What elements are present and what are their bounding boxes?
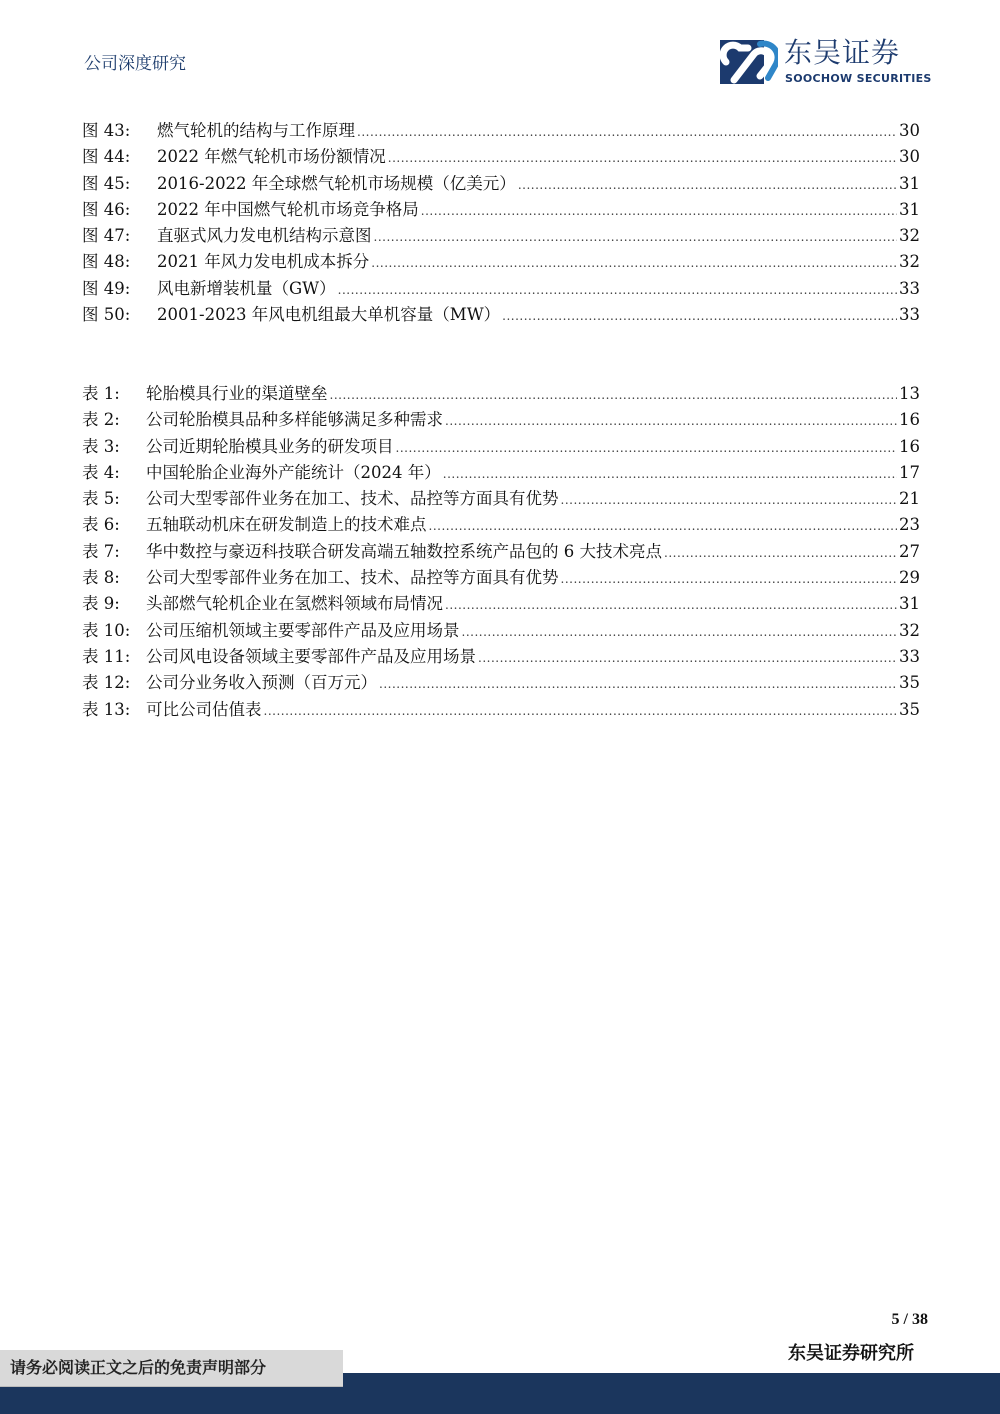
entry-title: 2021 年风力发电机成本拆分: [157, 252, 370, 272]
entry-label: 表 5:: [82, 489, 120, 509]
entry-page: 30: [899, 121, 920, 140]
entry-page: 13: [899, 384, 920, 403]
entry-title: 华中数控与豪迈科技联合研发高端五轴数控系统产品包的 6 大技术亮点: [146, 541, 662, 561]
toc-entry[interactable]: [82, 302, 920, 328]
leader-dots: [561, 566, 898, 591]
report-type: 公司深度研究: [84, 54, 186, 74]
entry-label: 表 2:: [82, 410, 120, 430]
leader-dots: [462, 619, 898, 644]
leader-dots: [664, 540, 897, 565]
logo-english-text: SOOCHOW SECURITIES: [785, 72, 932, 85]
entry-title: 2016-2022 年全球燃气轮机市场规模（亿美元）: [157, 173, 516, 193]
entry-title: 公司大型零部件业务在加工、技术、品控等方面具有优势: [146, 489, 559, 509]
entry-page: 32: [899, 226, 920, 246]
toc-entry[interactable]: [82, 697, 920, 723]
entry-page: 33: [899, 305, 920, 325]
disclaimer-text: 请务必阅读正文之后的免责声明部分: [10, 1358, 267, 1377]
leader-dots: [357, 119, 897, 144]
toc-entry[interactable]: [82, 539, 920, 565]
toc-entry[interactable]: [82, 460, 920, 486]
leader-dots: [445, 408, 897, 433]
disclaimer-box: [0, 1350, 343, 1387]
entry-title: 直驱式风力发电机结构示意图: [157, 226, 372, 246]
entry-label: 图 44:: [82, 147, 131, 167]
toc-entry[interactable]: [82, 565, 920, 591]
institute-name: 东吴证券研究所: [788, 1343, 914, 1364]
toc-entry[interactable]: [82, 618, 920, 644]
leader-dots: [338, 277, 897, 302]
entry-label: 图 50:: [82, 305, 131, 325]
entry-label: 图 47:: [82, 226, 131, 246]
entry-page: 35: [899, 673, 920, 693]
leader-dots: [330, 382, 898, 407]
leader-dots: [478, 645, 897, 670]
leader-dots: [374, 224, 898, 249]
leader-dots: [421, 198, 897, 223]
entry-label: 图 49:: [82, 278, 131, 298]
entry-label: 表 1:: [82, 384, 120, 403]
entry-label: 表 6:: [82, 515, 120, 535]
leader-dots: [379, 671, 897, 696]
entry-title: 头部燃气轮机企业在氢燃料领域布局情况: [146, 594, 443, 614]
entry-page: 27: [899, 541, 920, 561]
entry-label: 表 9:: [82, 594, 120, 614]
toc-entry[interactable]: [82, 512, 920, 538]
entry-page: 32: [899, 252, 920, 272]
page-number: 5 / 38: [891, 1311, 928, 1328]
entry-page: 31: [899, 594, 920, 614]
table-list: [82, 381, 920, 723]
toc-entry[interactable]: [82, 276, 920, 302]
entry-page: 32: [899, 620, 920, 640]
soochow-logo: [720, 38, 935, 88]
leader-dots: [396, 435, 898, 460]
toc-entry[interactable]: [82, 591, 920, 617]
toc-entry[interactable]: [82, 434, 920, 460]
entry-page: 33: [899, 646, 920, 666]
entry-label: 图 45:: [82, 173, 131, 193]
entry-page: 16: [899, 410, 920, 430]
toc-entry[interactable]: [82, 249, 920, 275]
toc-entry[interactable]: [82, 171, 920, 197]
entry-label: 表 3:: [82, 436, 120, 456]
figure-list: [82, 118, 920, 328]
entry-label: 表 8:: [82, 568, 120, 588]
entry-title: 公司分业务收入预测（百万元）: [146, 673, 377, 693]
entry-label: 图 43:: [82, 121, 131, 140]
leader-dots: [502, 303, 897, 328]
entry-label: 图 46:: [82, 199, 131, 219]
toc-entry[interactable]: [82, 223, 920, 249]
entry-label: 表 10:: [82, 620, 131, 640]
leader-dots: [518, 172, 897, 197]
toc-entry[interactable]: [82, 197, 920, 223]
entry-page: 23: [899, 515, 920, 535]
entry-title: 2001-2023 年风电机组最大单机容量（MW）: [157, 305, 501, 325]
toc-entry[interactable]: [82, 486, 920, 512]
entry-title: 轮胎模具行业的渠道壁垒: [146, 384, 328, 403]
leader-dots: [443, 461, 897, 486]
toc-entry[interactable]: [82, 407, 920, 433]
toc-entry[interactable]: [82, 144, 920, 170]
entry-title: 公司风电设备领域主要零部件产品及应用场景: [146, 646, 476, 666]
toc-entry[interactable]: [82, 644, 920, 670]
entry-page: 30: [899, 147, 920, 167]
entry-label: 表 7:: [82, 541, 120, 561]
toc-entry[interactable]: [82, 381, 920, 407]
entry-label: 图 48:: [82, 252, 131, 272]
entry-label: 表 11:: [82, 646, 131, 666]
entry-label: 表 12:: [82, 673, 131, 693]
entry-label: 表 13:: [82, 699, 131, 719]
leader-dots: [561, 487, 898, 512]
entry-title: 五轴联动机床在研发制造上的技术难点: [146, 515, 427, 535]
entry-page: 21: [899, 489, 920, 509]
leader-dots: [429, 513, 898, 538]
toc-entry[interactable]: [82, 118, 920, 144]
entry-label: 表 4:: [82, 462, 120, 482]
entry-title: 燃气轮机的结构与工作原理: [157, 121, 355, 140]
entry-page: 35: [899, 699, 920, 719]
entry-page: 31: [899, 173, 920, 193]
entry-title: 中国轮胎企业海外产能统计（2024 年）: [146, 462, 441, 482]
leader-dots: [388, 145, 897, 170]
entry-title: 公司轮胎模具品种多样能够满足多种需求: [146, 410, 443, 430]
entry-page: 33: [899, 278, 920, 298]
soochow-logo-icon: [720, 40, 778, 84]
entry-page: 29: [899, 568, 920, 588]
entry-title: 公司近期轮胎模具业务的研发项目: [146, 436, 394, 456]
leader-dots: [264, 698, 898, 723]
entry-page: 17: [899, 462, 920, 482]
entry-page: 31: [899, 199, 920, 219]
entry-title: 可比公司估值表: [146, 699, 262, 719]
leader-dots: [371, 250, 897, 275]
entry-title: 公司压缩机领域主要零部件产品及应用场景: [146, 620, 460, 640]
toc-entry[interactable]: [82, 670, 920, 696]
entry-page: 16: [899, 436, 920, 456]
leader-dots: [445, 592, 897, 617]
entry-title: 2022 年燃气轮机市场份额情况: [157, 147, 386, 167]
entry-title: 公司大型零部件业务在加工、技术、品控等方面具有优势: [146, 568, 559, 588]
entry-title: 风电新增装机量（GW）: [157, 278, 336, 298]
logo-chinese-text: 东吴证券: [784, 36, 901, 69]
entry-title: 2022 年中国燃气轮机市场竞争格局: [157, 199, 419, 219]
